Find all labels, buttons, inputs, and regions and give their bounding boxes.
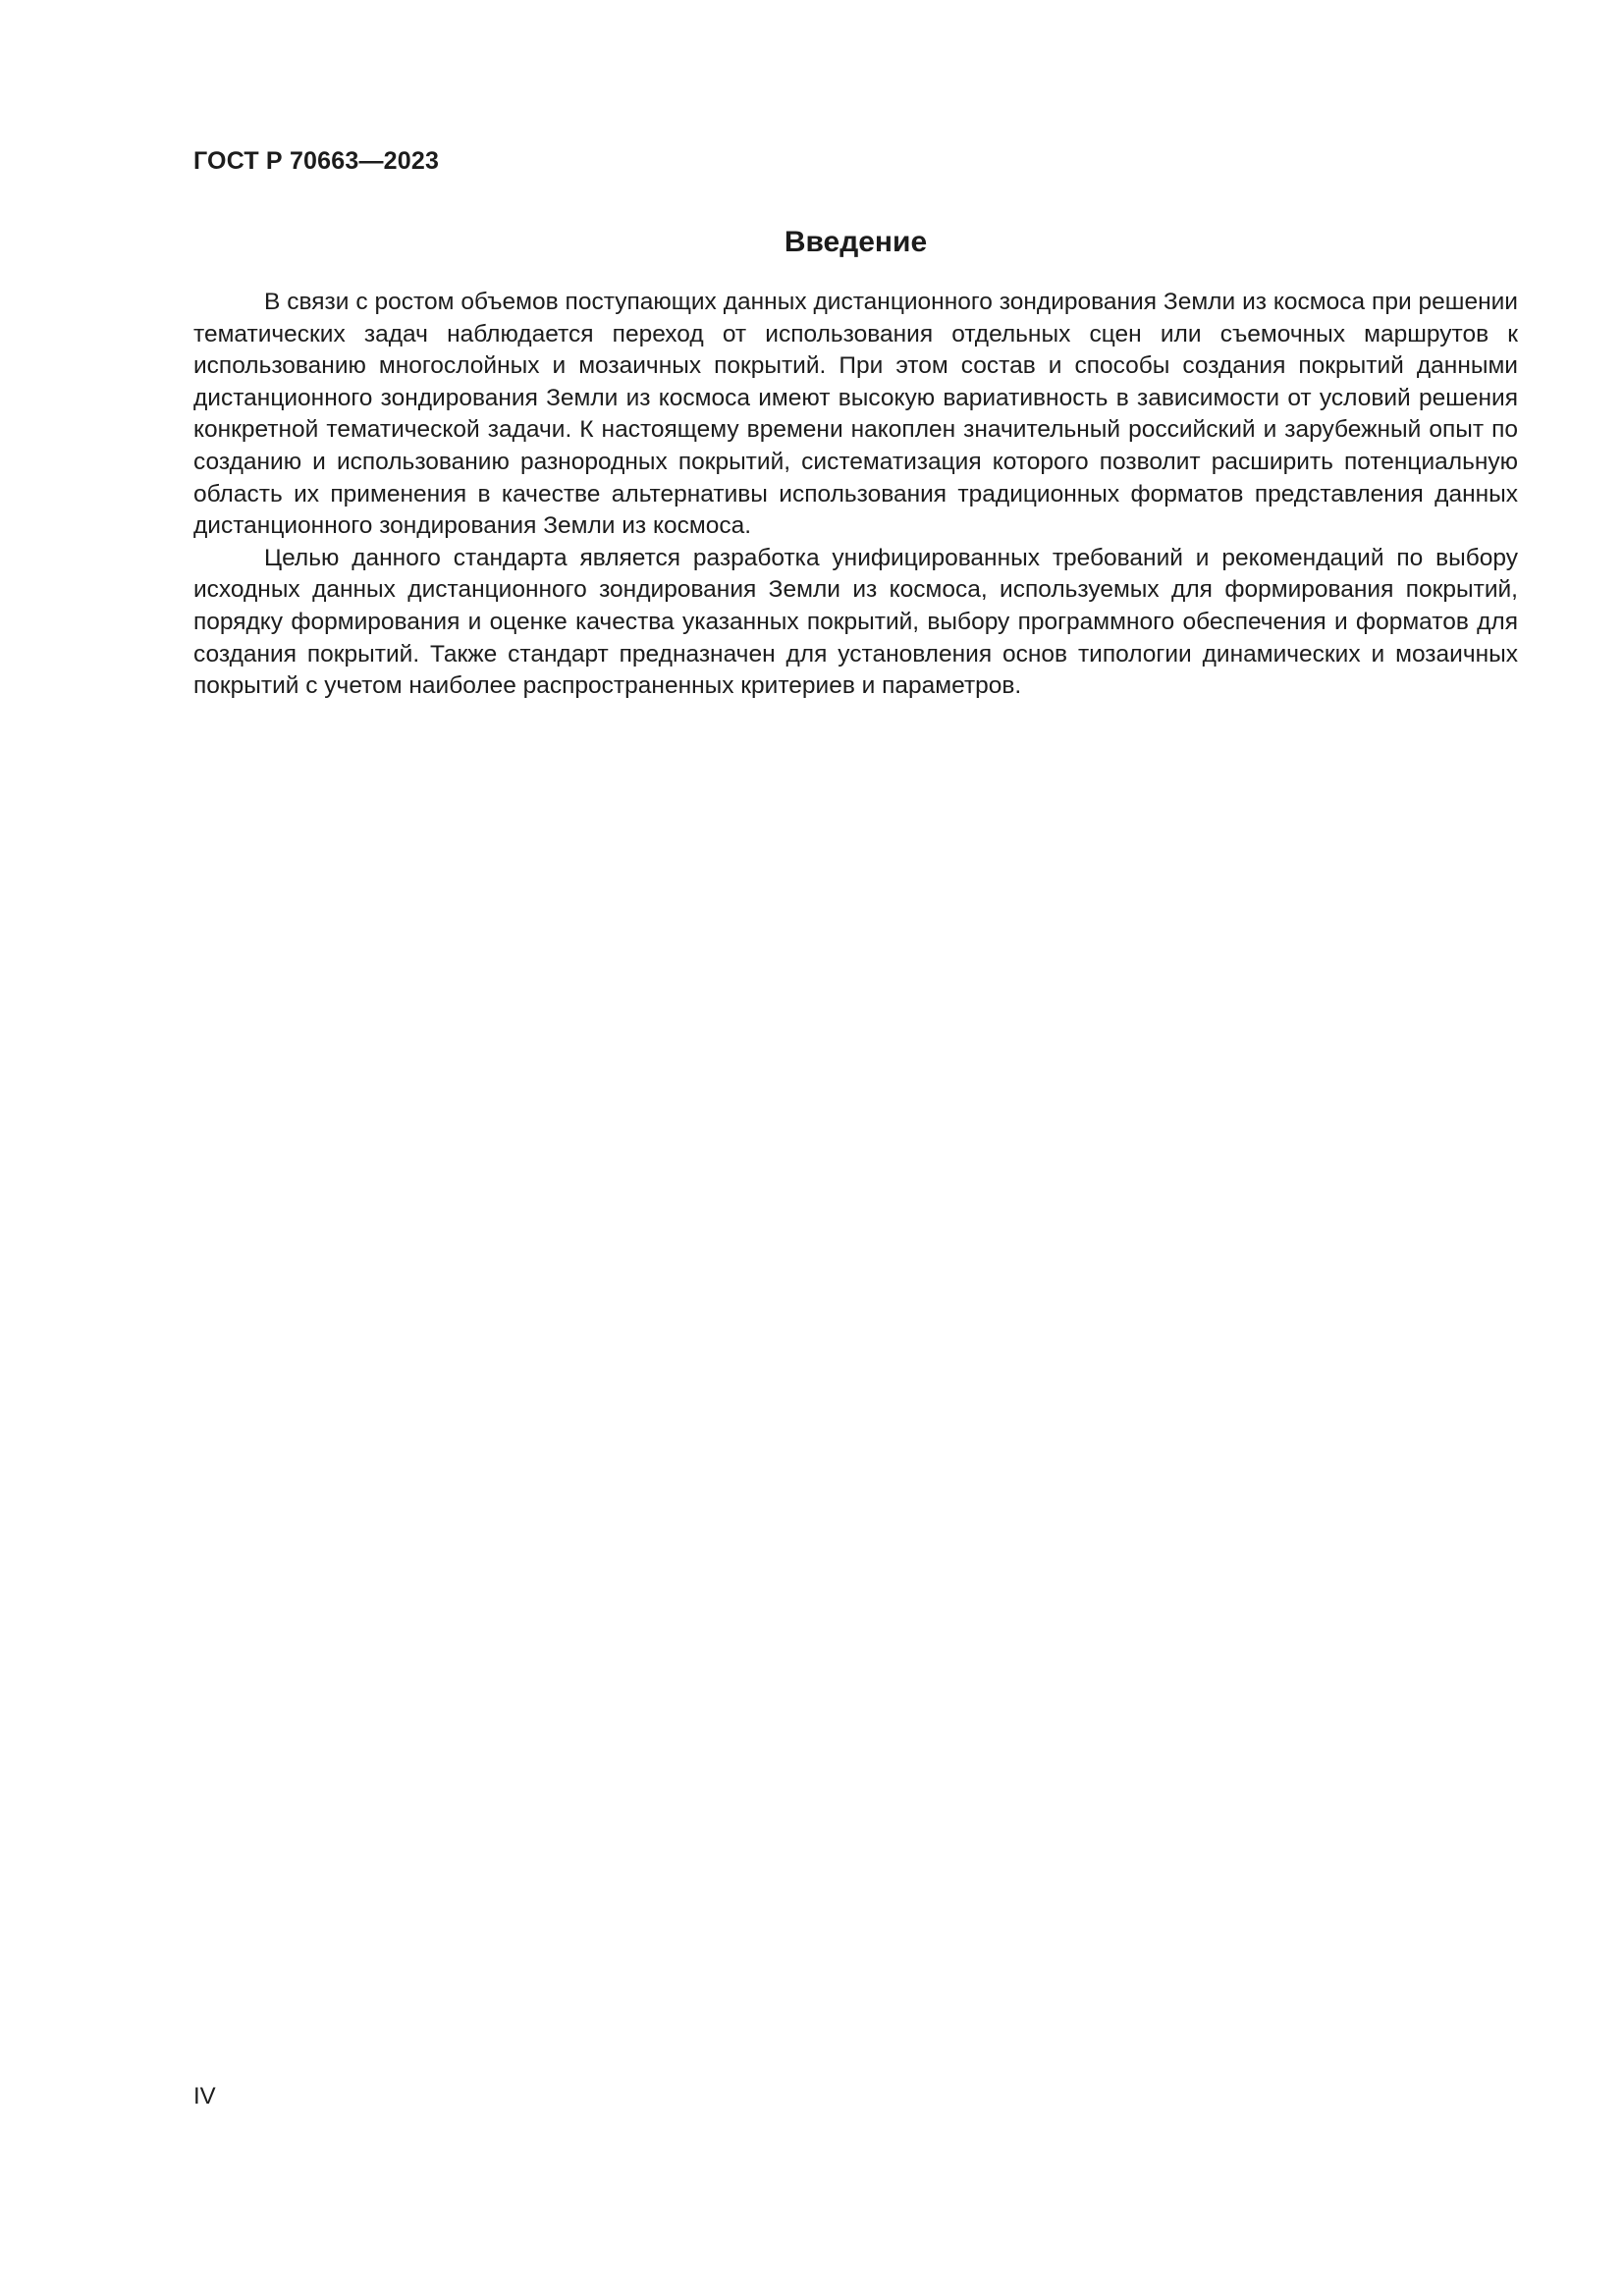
document-header: ГОСТ Р 70663—2023	[193, 147, 440, 175]
body-text	[193, 287, 1518, 703]
page-number: IV	[193, 2083, 216, 2109]
paragraph: В связи с ростом объемов поступающих данных дистанционного зондирования Земли из космоса при решении тематических задач наблюдается переход от использования отдельных сцен или съемочных маршрутов к использованию многослойных и мозаичных покрытий. При этом состав и способы создания покрытий данными дистанционного зондирования Земли из космоса имеют высокую вариативность в зависимости от условий решения конкретной тематической задачи. К настоящему времени накоплен значительный российский и зарубежный опыт по созданию и использованию разнородных покрытий, систематизация которого позволит расширить потенциальную область их применения в качестве альтернативы использования традиционных форматов представления данных дистанционного зондирования Земли из космоса.	[193, 289, 1518, 540]
section-title: Введение	[784, 226, 928, 258]
paragraph: Целью данного стандарта является разработка унифицированных требований и рекомендаций по выбору исходных данных дистанционного зондирования Земли из космоса, используемых для формирования покрытий, порядку формирования и оценке качества указанных покрытий, выбору программного обеспечения и форматов для создания покрытий. Также стандарт предназначен для установления основ типологии динамических и мозаичных покрытий с учетом наиболее распространенных критериев и параметров.	[193, 544, 1518, 700]
